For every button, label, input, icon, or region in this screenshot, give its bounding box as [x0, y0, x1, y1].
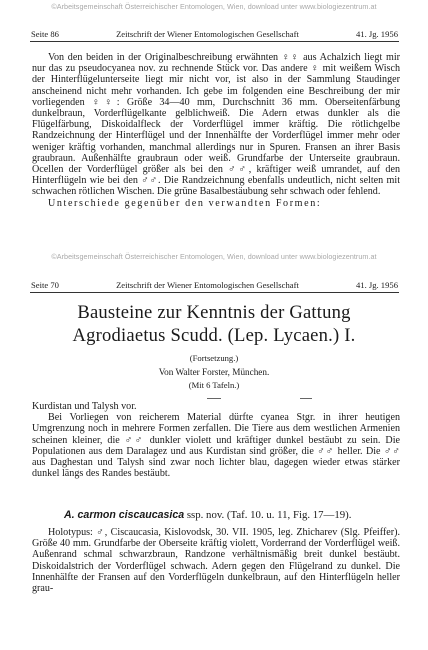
volume-year: 41. Jg. 1956 — [355, 29, 398, 39]
section-title-ciscaucasica — [64, 509, 351, 521]
journal-name: Zeitschrift der Wiener Entomologischen Gesellschaft — [116, 280, 299, 290]
article-title-line-1: Bausteine zur Kenntnis der Gattung — [77, 302, 351, 323]
page-number: Seite 86 — [31, 29, 59, 39]
taxon-name: A. carmon ciscaucasica — [64, 509, 185, 521]
taxon-reference: ssp. nov. (Taf. 10. u. 11, Fig. 17—19). — [186, 509, 352, 521]
section-heading-differences: Unterschiede gegenüber den verwandten Formen: — [48, 197, 322, 209]
header-rule — [30, 292, 399, 293]
line-kurdistan: Kurdistan und Talysh vor. — [32, 401, 137, 412]
paragraph-description: Von den beiden in der Originalbeschreibung erwähnten ♀♀ aus Achalzich liegt mir nur das zu pseudocyanea nov. zu rechnende Stück vor. Das andere ♀ mit weißem Wisch der Hinterflügelunterseite liegt mir nicht vor, ist also in der Sammlung Staudinger anscheinend nicht mehr vorhanden. Ich gebe im folgenden eine Beschreibung der mir vorliegenden ♀♀: Größe 34—40 mm, Durchschnitt 36 mm. Oberseitenfärbung dunkelbraun, Vorderflügelkante gelblichweiß. Die Adern etwas dunkler als die Flügelfärbung, Diskoidalfleck der Vorderflügel immer kräftig. Die rötlichgelbe Randzeichnung der Hinterflügel und der Innenhälfte der Vorderflügel immer mehr oder weniger kräftig vorhanden, manchmal allerdings nur in Spuren. Fransen an ihrer Basis graubraun. Außenhälfte graubraun oder weiß. Grundfarbe der Unterseite graubraun. Ocellen der Vorderflügel größer als bei den ♂♂, kräftiger weiß umrandet, auf den Hinterflügeln wie bei den ♂♂. Die Randzeichnung ebenfalls undeutlich, nicht selten mit schwachen rötlichen Wischen. Die grüne Basalbestäubung sehr schwach oder fehlend. — [32, 52, 400, 198]
continued-note: (Fortsetzung.) — [189, 353, 239, 363]
watermark-middle: ©Arbeitsgemeinschaft Österreichischer Entomologen, Wien, download unter www.biologiezentrum.at — [51, 252, 377, 261]
plates-note: (Mit 6 Tafeln.) — [188, 380, 240, 390]
body-text-page-70 — [32, 401, 400, 479]
paragraph-cyanea: Bei Vorliegen von reicherem Material dürfte cyanea Stgr. in ihrer heutigen Umgrenzung noch in mehrere Formen zerfallen. Die Tiere aus dem westlichen Armenien scheinen kleiner, die ♂♂ dunkler violett und kräftiger dunkel bestäubt zu sein. Die Populationen aus dem Daralagez und aus Kurdistan sind größer, die ♂♂ heller. Die ♂♂ aus Daghestan und Talysh sind zwar noch lichter blau, dagegen wieder etwas stärker dunkel längs des Randes bestäubt. — [32, 412, 400, 480]
page-number: Seite 70 — [31, 280, 59, 290]
watermark-top: ©Arbeitsgemeinschaft Österreichischer Entomologen, Wien, download unter www.biologiezentrum.at — [51, 2, 377, 11]
body-text-holotype — [32, 527, 400, 594]
running-header-page-70 — [31, 280, 398, 290]
journal-name: Zeitschrift der Wiener Entomologischen Gesellschaft — [116, 29, 299, 39]
separator-dash — [300, 398, 312, 399]
header-rule — [30, 41, 399, 42]
article-title-line-2: Agrodiaetus Scudd. (Lep. Lycaen.) I. — [72, 325, 356, 346]
separator-dash — [207, 398, 221, 399]
paragraph-holotype: Holotypus: ♂, Ciscaucasia, Kislovodsk, 30. VII. 1905, leg. Zhicharev (Slg. Pfeiffer). Größe 40 mm. Grundfarbe der Oberseite kräftig violett, Vorderrand der Vorderflügel weiß. Außenrand schmal schwarzbraun, Randzone verhältnismäßig breit dunkel bestäubt. Diskoidalstrich der Vorderflügel schwach. Adern gegen den Flügelrand zu dunkel. Die Innenhälfte der Fransen auf den Vorderflügeln dunkelbraun, auf den Hinterflügeln heller grau- — [32, 527, 400, 595]
running-header-page-86 — [31, 29, 398, 39]
author-line: Von Walter Forster, München. — [158, 367, 270, 377]
body-text-page-86 — [32, 52, 400, 209]
volume-year: 41. Jg. 1956 — [355, 280, 398, 290]
